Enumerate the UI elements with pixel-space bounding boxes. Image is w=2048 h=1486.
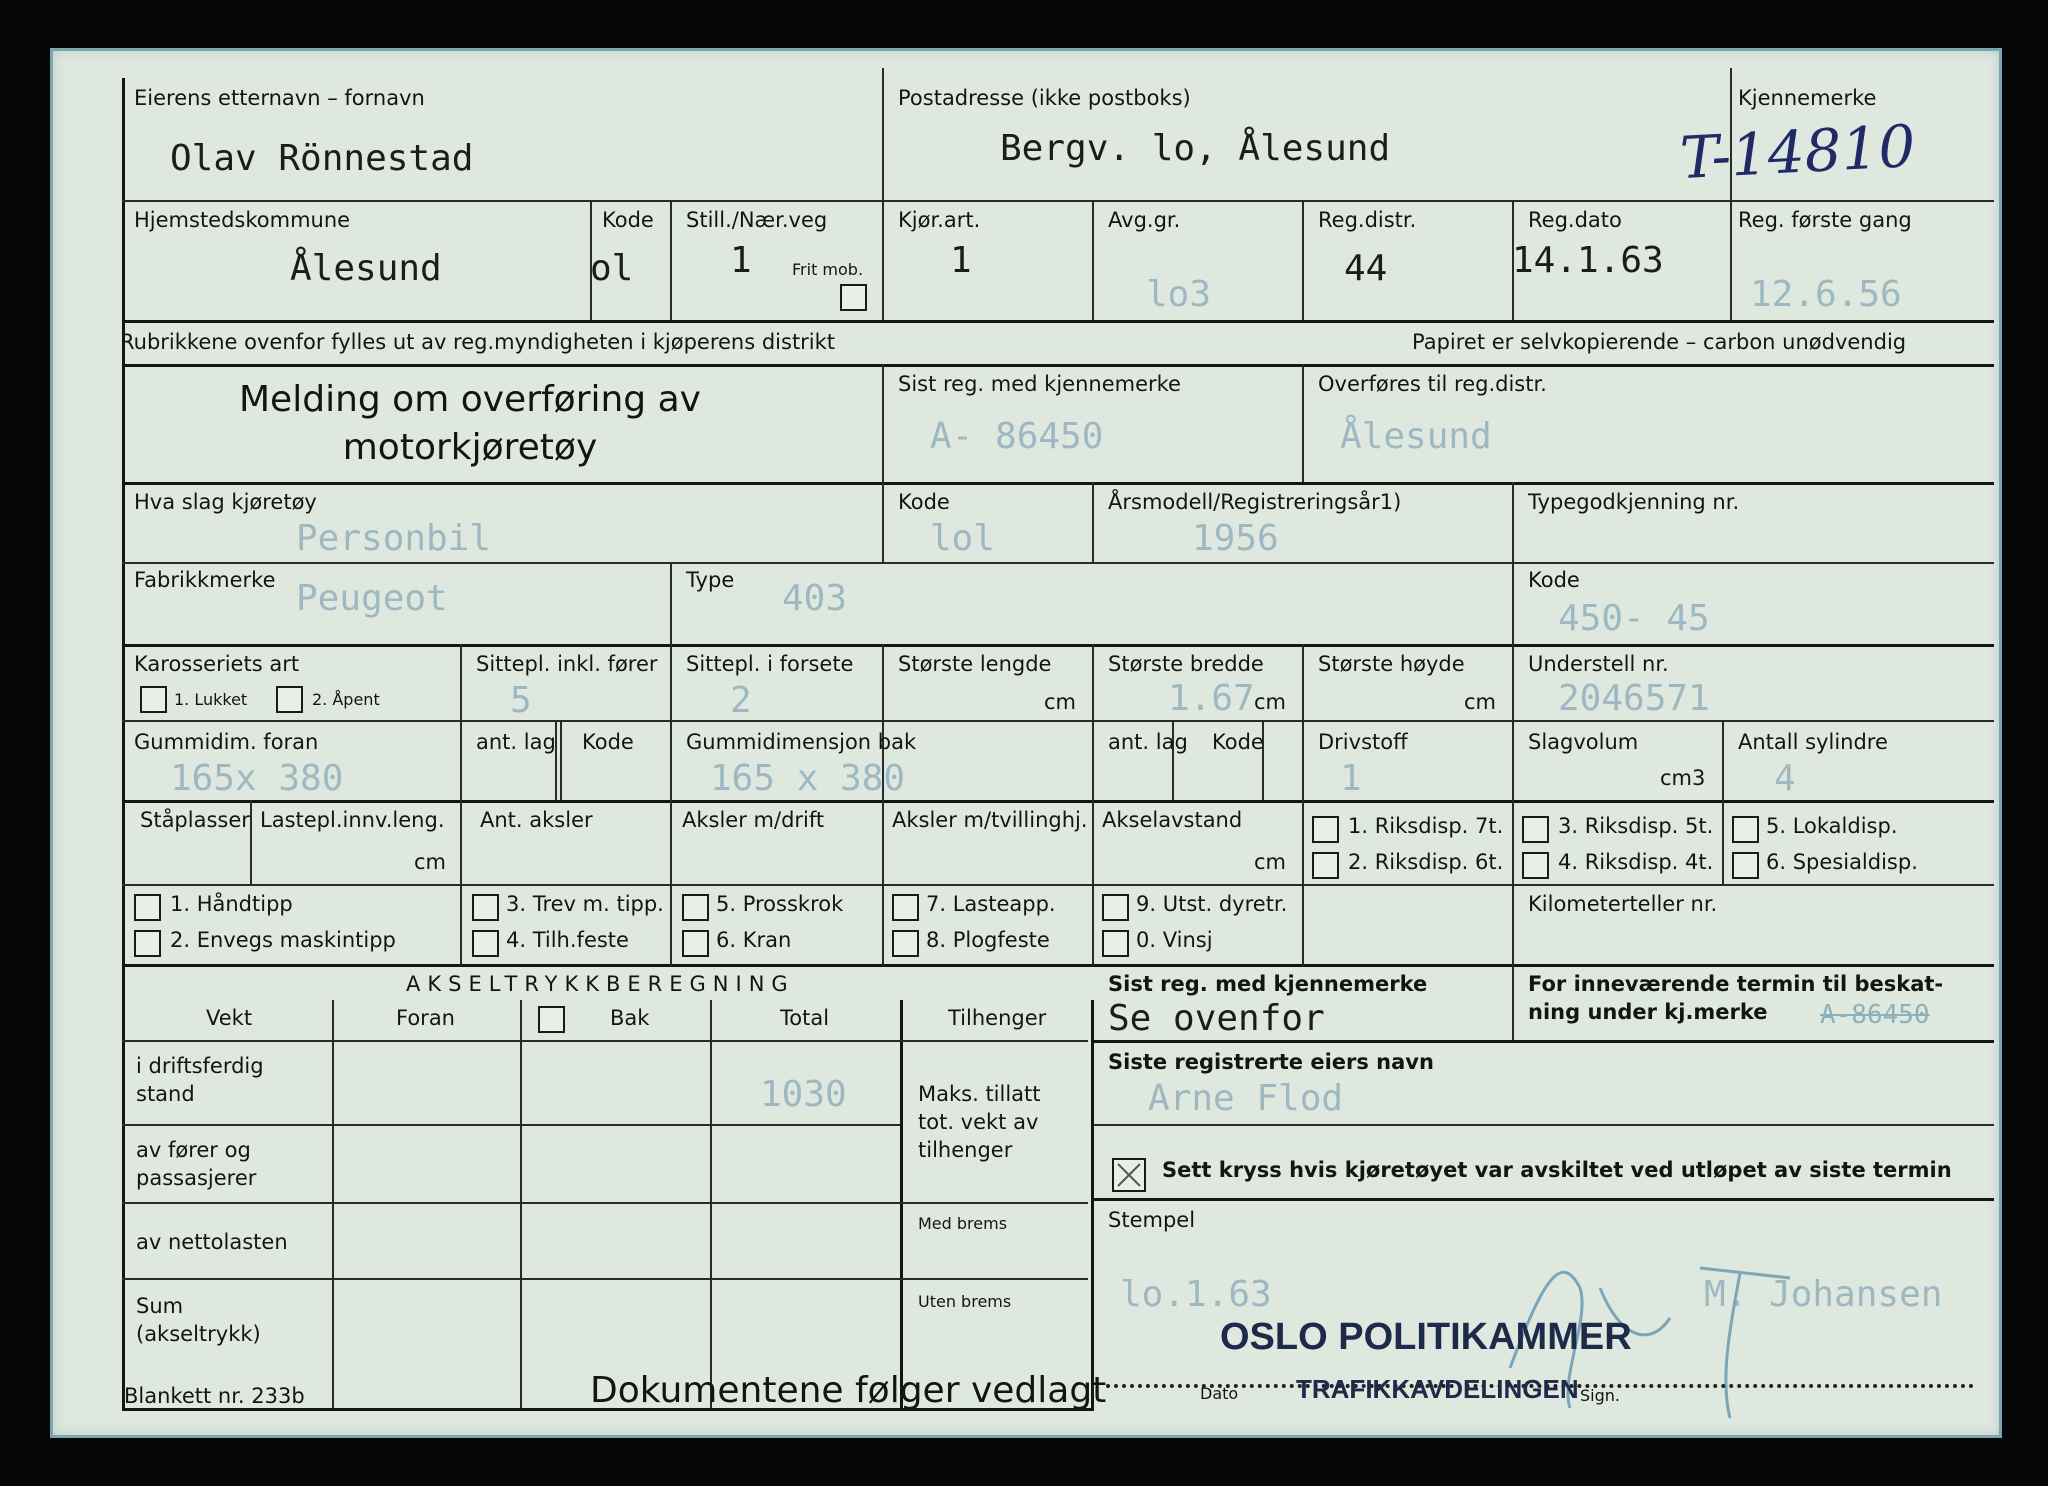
- rule: [1092, 1198, 1994, 1201]
- vehicle-kode-label: Kode: [898, 490, 950, 514]
- term-line2: ning under kj.merke: [1528, 1000, 1768, 1024]
- cross-mark-icon: [1114, 1160, 1144, 1190]
- col-line: [670, 562, 672, 644]
- tilhfeste-label: 4. Tilh.feste: [506, 928, 629, 952]
- model-value: 403: [782, 578, 848, 619]
- make-label: Fabrikkmerke: [134, 568, 276, 592]
- chassis-value: 2046571: [1558, 678, 1710, 719]
- volume-unit: cm3: [1660, 766, 1706, 790]
- still-label: Still./Nær.veg: [686, 208, 828, 232]
- handtipp-checkbox[interactable]: [134, 894, 161, 921]
- col-total: Total: [780, 1006, 830, 1030]
- year-value: 1956: [1192, 518, 1279, 559]
- tyre-rear-antlag: ant. lag: [1108, 730, 1188, 754]
- col-line: [460, 644, 462, 966]
- col-line: [1092, 482, 1094, 562]
- regdistr-label: Reg.distr.: [1318, 208, 1417, 232]
- width-unit: cm: [1254, 690, 1287, 714]
- vehicle-type-label: Hva slag kjøretøy: [134, 490, 317, 514]
- registration-card: [50, 48, 2002, 1438]
- wheelbase-label: Akselavstand: [1102, 808, 1243, 832]
- col-line: [1302, 200, 1304, 320]
- form-title-line1: Melding om overføring av: [239, 379, 701, 420]
- col-line: [882, 482, 884, 562]
- riksdisp-7t-label: 1. Riksdisp. 7t.: [1348, 814, 1504, 838]
- apent-checkbox[interactable]: [276, 686, 303, 713]
- tyre-rear-label: Gummidimensjon bak: [686, 730, 917, 754]
- width-label: Største bredde: [1108, 652, 1264, 676]
- kjorart-value: 1: [950, 240, 972, 281]
- rule: [122, 482, 1994, 485]
- riksdisp-7t-checkbox[interactable]: [1312, 816, 1339, 843]
- model-label: Type: [686, 568, 735, 592]
- stamp-name: M. Johansen: [1704, 1274, 1943, 1315]
- rule: [122, 720, 1994, 722]
- rule: [122, 1124, 900, 1126]
- form-number: Blankett nr. 233b: [124, 1384, 305, 1408]
- col-tilhenger: Tilhenger: [948, 1006, 1047, 1030]
- rule: [122, 364, 1994, 367]
- chassis-label: Understell nr.: [1528, 652, 1669, 676]
- cargo-length-unit: cm: [414, 850, 447, 874]
- height-label: Største høyde: [1318, 652, 1465, 676]
- kode-label: Kode: [602, 208, 654, 232]
- width-value: 1.67: [1168, 678, 1255, 719]
- left-border-lower: [122, 368, 125, 1016]
- rule: [1092, 1124, 1994, 1126]
- vehicle-type-value: Personbil: [296, 518, 492, 559]
- plate-label: Kjennemerke: [1738, 86, 1877, 110]
- apent-label: 2. Åpent: [312, 690, 380, 709]
- vehicle-kode-value: lol: [930, 518, 996, 559]
- vinsj-label: 0. Vinsj: [1136, 928, 1213, 952]
- last-plate-value-2: Se ovenfor: [1108, 998, 1325, 1039]
- stamp-date: lo.1.63: [1120, 1274, 1272, 1315]
- address-label: Postadresse (ikke postboks): [898, 86, 1191, 110]
- fuel-value: 1: [1340, 758, 1362, 799]
- last-plate-label: Sist reg. med kjennemerke: [898, 372, 1181, 396]
- med-brems: Med brems: [918, 1214, 1008, 1233]
- municipality-label: Hjemstedskommune: [134, 208, 351, 232]
- riksdisp-5t-label: 3. Riksdisp. 5t.: [1558, 814, 1714, 838]
- rule: [122, 562, 1994, 564]
- lasteapp-label: 7. Lasteapp.: [926, 892, 1056, 916]
- trev-checkbox[interactable]: [472, 894, 499, 921]
- stamp-department: TRAFIKKAVDELINGEN: [1296, 1374, 1579, 1404]
- typegod-label: Typegodkjenning nr.: [1528, 490, 1740, 514]
- col-line: [250, 800, 252, 884]
- stamp-office: OSLO POLITIKAMMER: [1220, 1316, 1632, 1358]
- tyre-front-kode: Kode: [582, 730, 634, 754]
- to-distr-value: Ålesund: [1340, 416, 1492, 457]
- lukket-checkbox[interactable]: [140, 686, 167, 713]
- last-owner-label: Siste registrerte eiers navn: [1108, 1050, 1434, 1074]
- rule: [122, 1278, 1088, 1280]
- frit-mob-label: Frit mob.: [792, 260, 864, 279]
- kode-value: ol: [590, 248, 634, 289]
- front-seats-value: 2: [730, 680, 752, 721]
- twin-axles-label: Aksler m/tvillinghj.: [892, 808, 1088, 832]
- spesialdisp-label: 6. Spesialdisp.: [1766, 850, 1918, 874]
- col-bak: Bak: [610, 1006, 650, 1030]
- length-label: Største lengde: [898, 652, 1052, 676]
- rule: [122, 964, 1994, 967]
- axle-table-frame: [122, 1000, 1094, 1411]
- avggr-value: lo3: [1146, 274, 1212, 315]
- karosseri-label: Karosseriets art: [134, 652, 300, 676]
- riksdisp-6t-checkbox[interactable]: [1312, 852, 1339, 879]
- left-border: [122, 78, 125, 368]
- owner-label: Eierens etternavn – fornavn: [134, 86, 425, 110]
- maks-line1: Maks. tillatt: [918, 1082, 1041, 1106]
- kran-label: 6. Kran: [716, 928, 792, 952]
- rule: [122, 1040, 1088, 1042]
- col-line: [1092, 200, 1094, 320]
- dato-label: Dato: [1200, 1384, 1239, 1403]
- tilhfeste-checkbox[interactable]: [472, 930, 499, 957]
- col-line: [1302, 364, 1304, 482]
- last-plate-label-2: Sist reg. med kjennemerke: [1108, 972, 1428, 996]
- address-value: Bergv. lo, Ålesund: [1000, 128, 1391, 169]
- avskiltet-text: Sett kryss hvis kjøretøyet var avskiltet ved utløpet av siste termin: [1162, 1158, 1952, 1182]
- axle-table-heading: AKSELTRYKKBEREGNING: [406, 972, 795, 996]
- frit-mob-checkbox[interactable]: [840, 284, 867, 311]
- total-value: 1030: [760, 1074, 847, 1115]
- rule: [122, 884, 1994, 886]
- col-foran: Foran: [396, 1006, 455, 1030]
- col-line: [882, 644, 884, 966]
- tyre-front-value: 165x 380: [170, 758, 344, 799]
- bak-checkbox[interactable]: [538, 1006, 565, 1033]
- to-distr-label: Overføres til reg.distr.: [1318, 372, 1547, 396]
- spesialdisp-checkbox[interactable]: [1732, 852, 1759, 879]
- seats-value: 5: [510, 680, 532, 721]
- prosskrok-label: 5. Prosskrok: [716, 892, 844, 916]
- municipality-value: Ålesund: [290, 248, 442, 289]
- lokaldisp-label: 5. Lokaldisp.: [1766, 814, 1898, 838]
- rule: [122, 320, 1994, 323]
- regforste-value: 12.6.56: [1750, 274, 1902, 315]
- tyre-rear-kode: Kode: [1212, 730, 1264, 754]
- riksdisp-4t-checkbox[interactable]: [1522, 852, 1549, 879]
- uten-brems: Uten brems: [918, 1292, 1012, 1311]
- regdistr-value: 44: [1344, 248, 1388, 289]
- height-unit: cm: [1464, 690, 1497, 714]
- volume-label: Slagvolum: [1528, 730, 1639, 754]
- sign-label: Sign.: [1580, 1386, 1620, 1405]
- driven-axles-label: Aksler m/drift: [682, 808, 825, 832]
- length-unit: cm: [1044, 690, 1077, 714]
- col-line: [670, 200, 672, 320]
- kode2-value: 450- 45: [1558, 598, 1710, 639]
- regdato-value: 14.1.63: [1512, 240, 1664, 281]
- col-line: [710, 1000, 712, 1408]
- maks-line3: tilhenger: [918, 1138, 1013, 1162]
- col-line: [1512, 964, 1514, 1040]
- fuel-label: Drivstoff: [1318, 730, 1408, 754]
- envegs-checkbox[interactable]: [134, 930, 161, 957]
- handtipp-label: 1. Håndtipp: [170, 892, 293, 916]
- make-value: Peugeot: [296, 578, 448, 619]
- cyl-label: Antall sylindre: [1738, 730, 1888, 754]
- col-line: [670, 644, 672, 966]
- regdato-label: Reg.dato: [1528, 208, 1622, 232]
- owner-value: Olav Rönnestad: [170, 138, 474, 179]
- col-line: [882, 68, 884, 320]
- regforste-label: Reg. første gang: [1738, 208, 1912, 232]
- col-line: [1512, 482, 1514, 644]
- col-line: [900, 1000, 903, 1408]
- plogfeste-checkbox[interactable]: [892, 930, 919, 957]
- plate-value: T-14810: [1678, 111, 1917, 193]
- envegs-label: 2. Envegs maskintipp: [170, 928, 396, 952]
- note-right: Papiret er selvkopierende – carbon unødvendig: [1412, 330, 1907, 354]
- axle-count-label: Ant. aksler: [480, 808, 593, 832]
- row-akseltrykk: (akseltrykk): [136, 1322, 261, 1346]
- col-line: [1722, 800, 1724, 884]
- col-line: [1722, 720, 1724, 800]
- kode2-label: Kode: [1528, 568, 1580, 592]
- standing-label: Ståplasser: [140, 808, 250, 832]
- col-vekt: Vekt: [206, 1006, 253, 1030]
- lasteapp-checkbox[interactable]: [892, 894, 919, 921]
- rule: [122, 800, 1994, 803]
- cyl-value: 4: [1774, 758, 1796, 799]
- row-stand: stand: [136, 1082, 195, 1106]
- col-line: [882, 364, 884, 482]
- year-label: Årsmodell/Registreringsår1): [1108, 490, 1402, 514]
- col-line: [1302, 884, 1304, 964]
- riksdisp-4t-label: 4. Riksdisp. 4t.: [1558, 850, 1714, 874]
- rule: [122, 200, 1994, 202]
- row-sum: Sum: [136, 1294, 184, 1318]
- term-plate-value: A-86450: [1820, 1000, 1930, 1030]
- col-line: [560, 720, 562, 800]
- term-line1: For inneværende termin til beskat-: [1528, 972, 1944, 996]
- dyretr-checkbox[interactable]: [1102, 894, 1129, 921]
- form-title-line2: motorkjøretøy: [342, 427, 598, 468]
- plogfeste-label: 8. Plogfeste: [926, 928, 1050, 952]
- last-plate-value: A- 86450: [930, 416, 1104, 457]
- col-line: [332, 1000, 334, 1408]
- rule: [1092, 1040, 1994, 1043]
- riksdisp-6t-label: 2. Riksdisp. 6t.: [1348, 850, 1504, 874]
- row-passasjerer: passasjerer: [136, 1166, 257, 1190]
- avggr-label: Avg.gr.: [1108, 208, 1181, 232]
- km-label: Kilometerteller nr.: [1528, 892, 1718, 916]
- note-left: Rubrikkene ovenfor fylles ut av reg.myndigheten i kjøperens distrikt: [120, 330, 836, 354]
- row-nettolast: av nettolasten: [136, 1230, 288, 1254]
- row-forer: av fører og: [136, 1138, 251, 1162]
- avskiltet-checkbox[interactable]: [1112, 1158, 1146, 1192]
- seats-label: Sittepl. inkl. fører: [476, 652, 658, 676]
- tyre-rear-value: 165 x 380: [710, 758, 906, 799]
- stamp-label: Stempel: [1108, 1208, 1196, 1232]
- lukket-label: 1. Lukket: [174, 690, 248, 709]
- lokaldisp-checkbox[interactable]: [1732, 816, 1759, 843]
- prosskrok-checkbox[interactable]: [682, 894, 709, 921]
- tyre-front-label: Gummidim. foran: [134, 730, 319, 754]
- kran-checkbox[interactable]: [682, 930, 709, 957]
- dyretr-label: 9. Utst. dyretr.: [1136, 892, 1288, 916]
- col-line: [1512, 644, 1514, 966]
- col-line: [1730, 68, 1732, 320]
- rule: [122, 1202, 1088, 1204]
- vinsj-checkbox[interactable]: [1102, 930, 1129, 957]
- col-line: [1092, 644, 1094, 966]
- documents-attached: Dokumentene følger vedlagt: [590, 1370, 1107, 1411]
- cargo-length-label: Lastepl.innv.leng.: [260, 808, 445, 832]
- front-seats-label: Sittepl. i forsete: [686, 652, 854, 676]
- trev-label: 3. Trev m. tipp.: [506, 892, 664, 916]
- row-driftsferdig: i driftsferdig: [136, 1054, 264, 1078]
- riksdisp-5t-checkbox[interactable]: [1522, 816, 1549, 843]
- col-line: [520, 1000, 522, 1408]
- tyre-front-antlag: ant. lag: [476, 730, 556, 754]
- still-value: 1: [730, 240, 752, 281]
- rule: [122, 644, 1994, 647]
- kjorart-label: Kjør.art.: [898, 208, 981, 232]
- maks-line2: tot. vekt av: [918, 1110, 1039, 1134]
- last-owner-value: Arne Flod: [1148, 1078, 1344, 1119]
- wheelbase-unit: cm: [1254, 850, 1287, 874]
